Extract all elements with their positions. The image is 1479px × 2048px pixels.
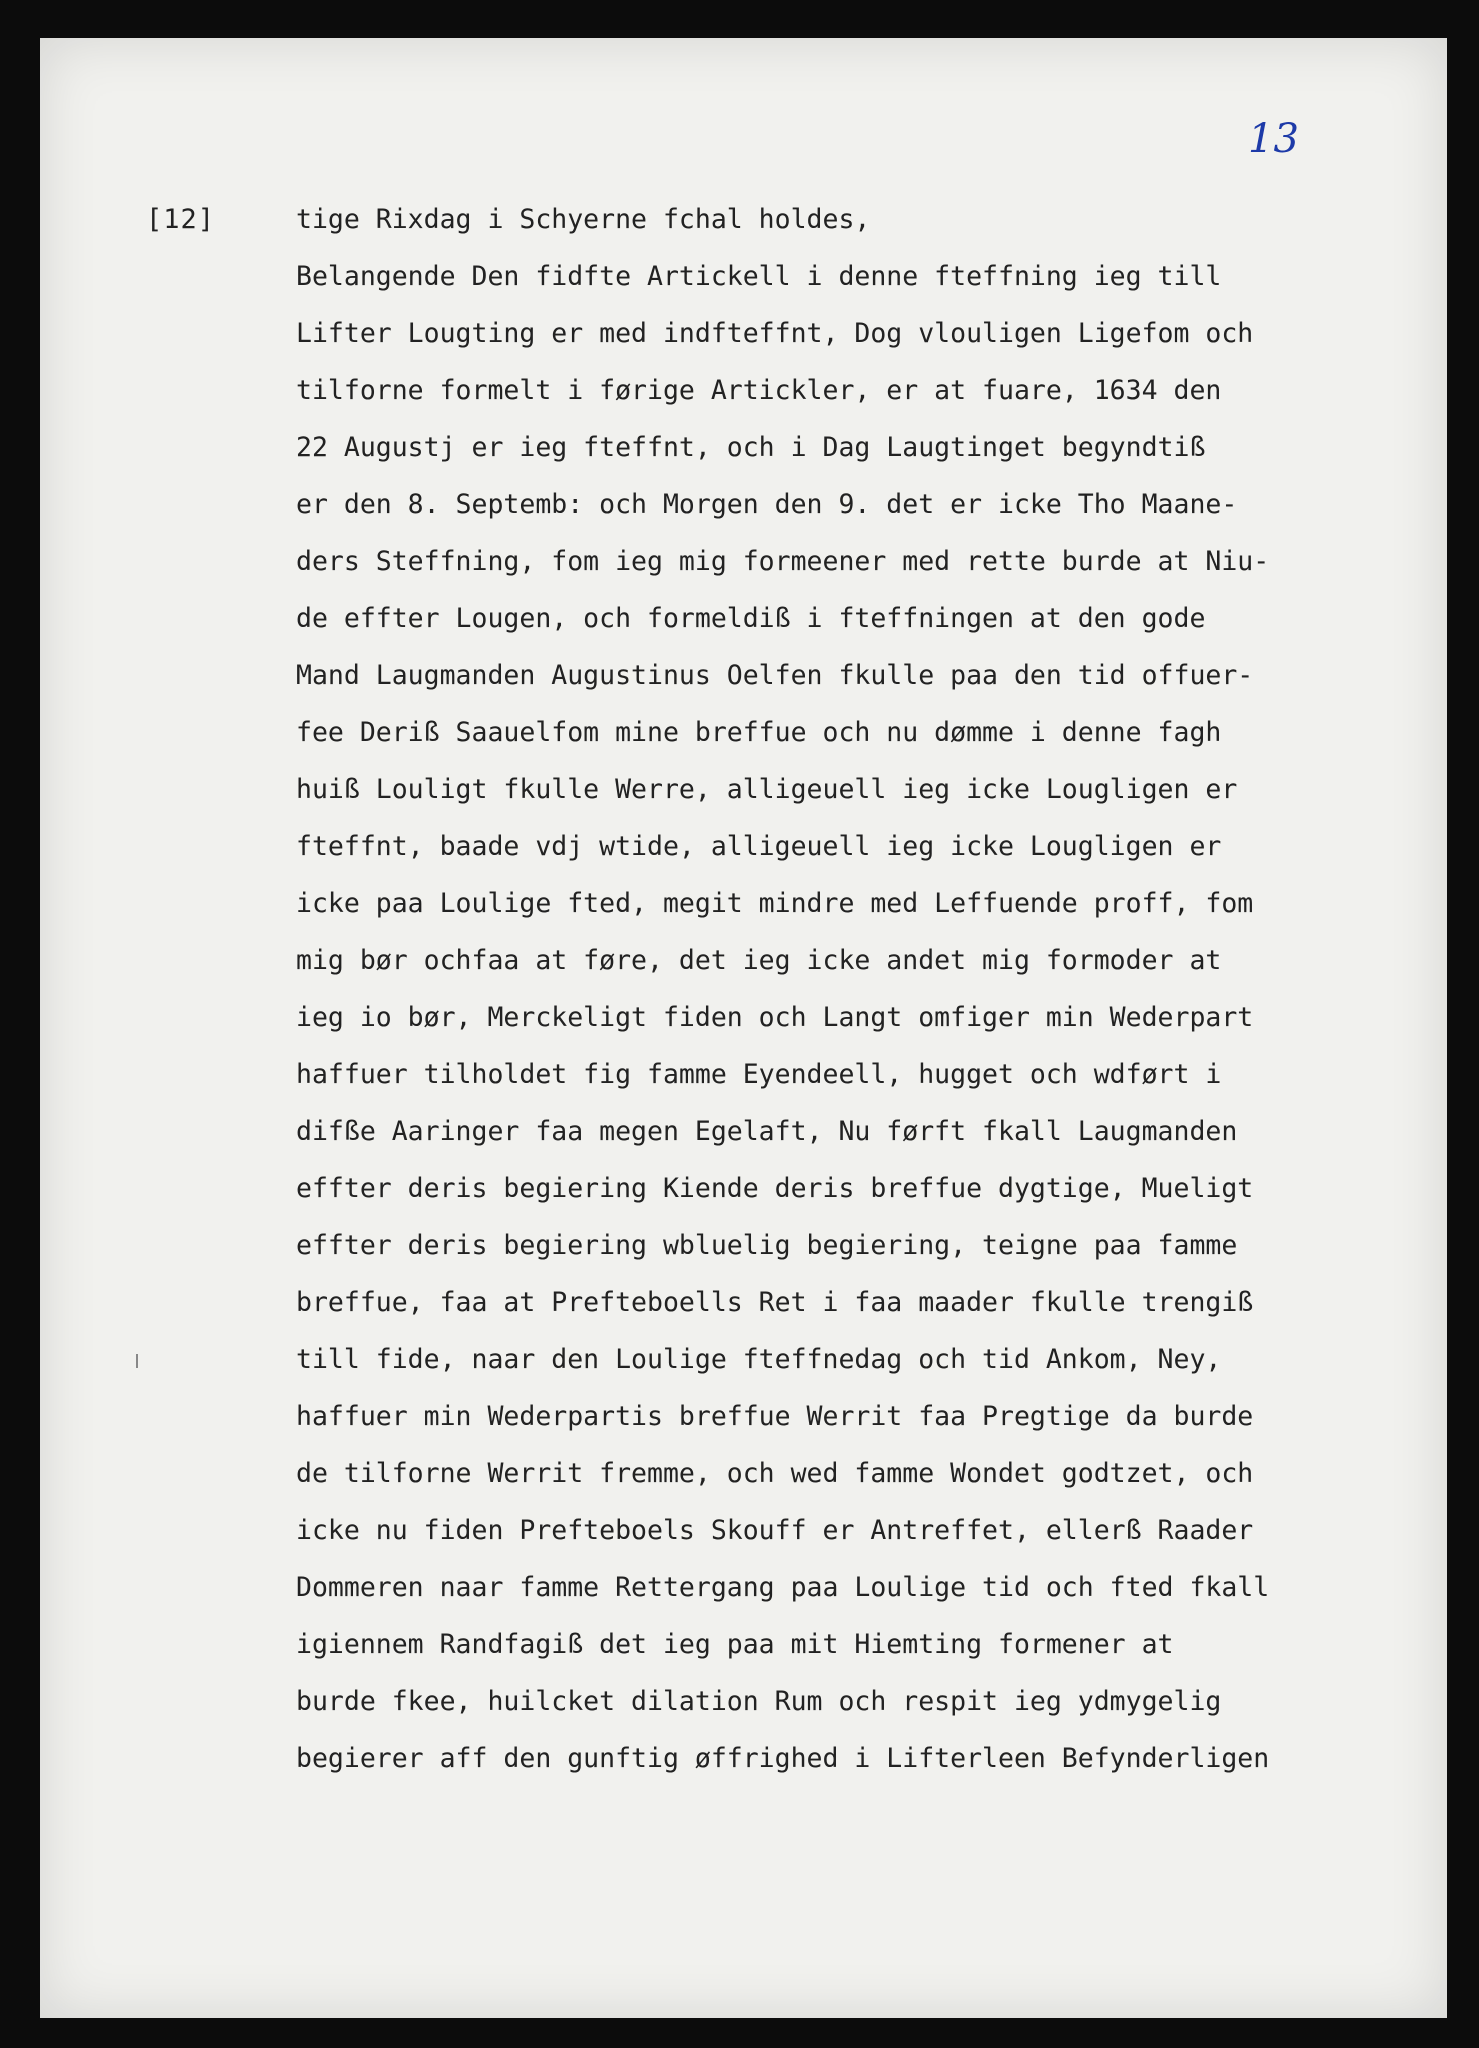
text-line: tige Rixdag i Schyerne fchal holdes, xyxy=(296,204,871,235)
text-line: ders Steffning, fom ieg mig formeener med rette burde at Niu- xyxy=(296,546,1270,577)
text-line: till fide, naar den Loulige fteffnedag och tid Ankom, Ney, xyxy=(296,1344,1222,1375)
text-line: effter deris begiering wbluelig begiering, teigne paa famme xyxy=(296,1230,1238,1261)
text-line: de effter Lougen, och formeldiß i fteffningen at den gode xyxy=(296,603,1206,634)
text-line: huiß Louligt fkulle Werre, alligeuell ieg icke Lougligen er xyxy=(296,774,1238,805)
text-line: Lifter Lougting er med indfteffnt, Dog vlouligen Ligefom och xyxy=(296,318,1254,349)
text-line: Mand Laugmanden Augustinus Oelfen fkulle paa den tid offuer- xyxy=(296,660,1254,691)
text-line: haffuer tilholdet fig famme Eyendeell, hugget och wdført i xyxy=(296,1059,1222,1090)
text-line: breffue, faa at Prefteboells Ret i faa maader fkulle trengiß xyxy=(296,1287,1254,1318)
text-line: icke nu fiden Prefteboels Skouff er Antreffet, ellerß Raader xyxy=(296,1515,1254,1546)
text-line: difße Aaringer faa megen Egelaft, Nu førft fkall Laugmanden xyxy=(296,1116,1238,1147)
text-line: igiennem Randfagiß det ieg paa mit Hiemting formener at xyxy=(296,1629,1174,1660)
text-line: effter deris begiering Kiende deris breffue dygtige, Mueligt xyxy=(296,1173,1254,1204)
document-page xyxy=(40,38,1447,2018)
page-number: 13 xyxy=(1248,116,1299,162)
text-line: fee Deriß Saauelfom mine breffue och nu dømme i denne fagh xyxy=(296,717,1222,748)
text-line: burde fkee, huilcket dilation Rum och respit ieg ydmygelig xyxy=(296,1686,1222,1717)
text-line: begierer aff den gunftig øffrighed i Lifterleen Befynderligen xyxy=(296,1743,1270,1774)
margin-number: [12] xyxy=(146,204,216,235)
text-line: de tilforne Werrit fremme, och wed famme Wondet godtzet, och xyxy=(296,1458,1254,1489)
text-line: Belangende Den fidfte Artickell i denne fteffning ieg till xyxy=(296,261,1222,292)
text-line: er den 8. Septemb: och Morgen den 9. det er icke Tho Maane- xyxy=(296,489,1238,520)
text-line: tilforne formelt i førige Artickler, er at fuare, 1634 den xyxy=(296,375,1222,406)
text-line: fteffnt, baade vdj wtide, alligeuell ieg icke Lougligen er xyxy=(296,831,1222,862)
text-line: haffuer min Wederpartis breffue Werrit faa Pregtige da burde xyxy=(296,1401,1254,1432)
text-line: mig bør ochfaa at føre, det ieg icke andet mig formoder at xyxy=(296,945,1222,976)
text-line: icke paa Loulige fted, megit mindre med Leffuende proff, fom xyxy=(296,888,1254,919)
margin-mark xyxy=(136,1354,138,1368)
text-line: 22 Augustj er ieg fteffnt, och i Dag Laugtinget begyndtiß xyxy=(296,432,1206,463)
text-line: Dommeren naar famme Rettergang paa Loulige tid och fted fkall xyxy=(296,1572,1270,1603)
text-line: ieg io bør, Merckeligt fiden och Langt omfiger min Wederpart xyxy=(296,1002,1254,1033)
